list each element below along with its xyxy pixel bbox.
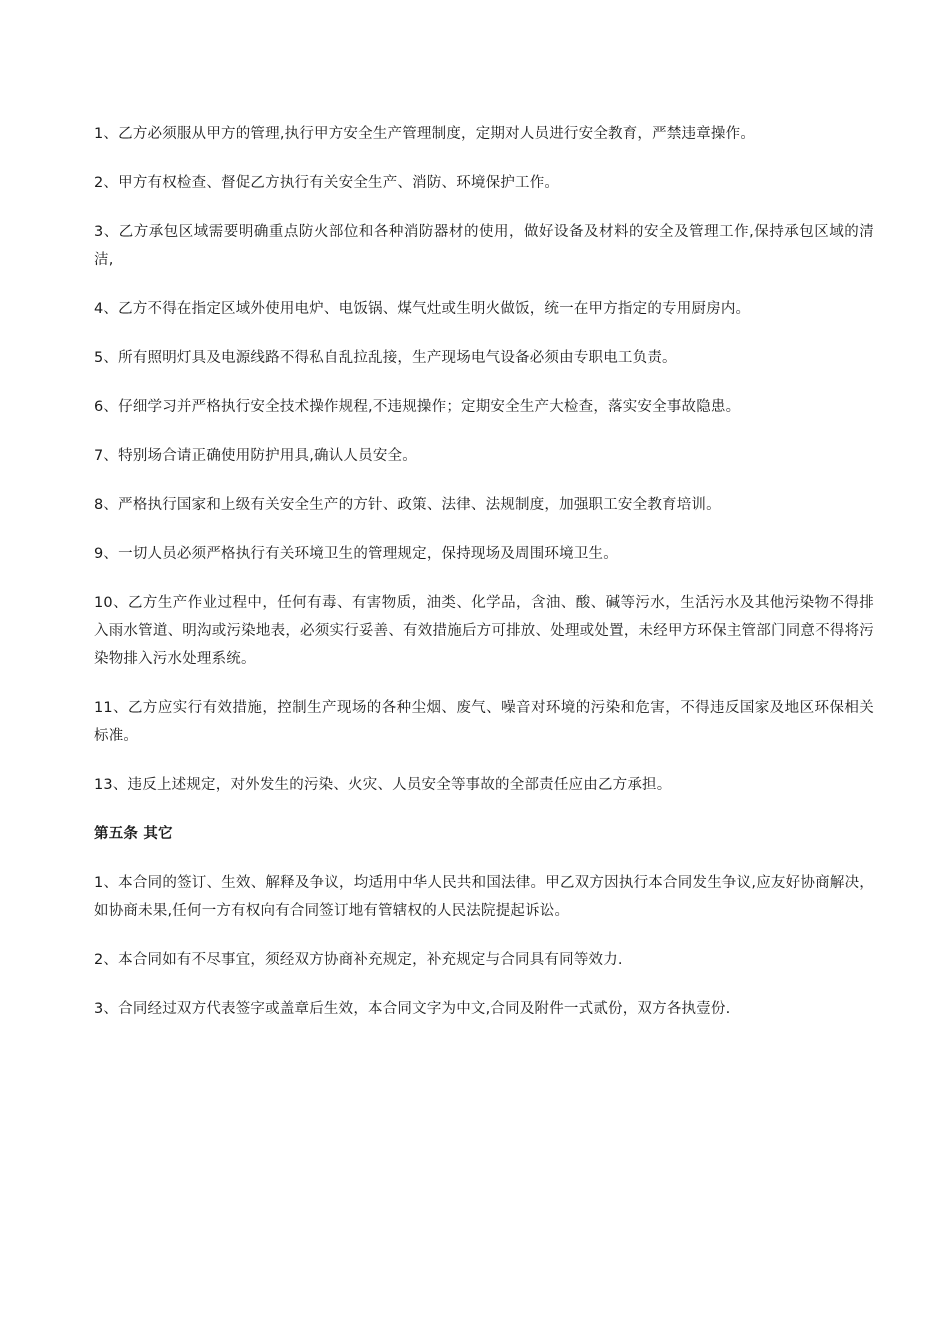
section-five-item-2: 2、本合同如有不尽事宜，须经双方协商补充规定，补充规定与合同具有同等效力. [94,952,623,968]
safety-item-6: 6、仔细学习并严格执行安全技术操作规程,不违规操作；定期安全生产大检查，落实安全事故隐患。 [94,399,741,415]
safety-item-11: 11、乙方应实行有效措施，控制生产现场的各种尘烟、废气、噪音对环境的污染和危害，不得违反国家及地区环保相关标准。 [94,700,874,744]
section-five-heading: 第五条 其它 [94,826,173,842]
safety-item-5: 5、所有照明灯具及电源线路不得私自乱拉乱接，生产现场电气设备必须由专职电工负责。 [94,350,677,366]
section-five-item-1: 1、本合同的签订、生效、解释及争议，均适用中华人民共和国法律。甲乙双方因执行本合同发生争议,应友好协商解决，如协商未果,任何一方有权向有合同签订地有管辖权的人民法院提起诉讼。 [94,875,874,919]
safety-item-10: 10、乙方生产作业过程中，任何有毒、有害物质，油类、化学品，含油、酸、碱等污水，生活污水及其他污染物不得排入雨水管道、明沟或污染地表，必须实行妥善、有效措施后方可排放、处理或处置，未经甲方环保主管部门同意不得将污染物排入污水处理系统。 [94,595,874,667]
section-five-item-3: 3、合同经过双方代表签字或盖章后生效，本合同文字为中文,合同及附件一式贰份，双方各执壹份. [94,1001,731,1017]
document-body [94,120,874,1044]
safety-item-13: 13、违反上述规定，对外发生的污染、火灾、人员安全等事故的全部责任应由乙方承担。 [94,777,672,793]
safety-item-2: 2、甲方有权检查、督促乙方执行有关安全生产、消防、环境保护工作。 [94,175,560,191]
safety-item-1: 1、乙方必须服从甲方的管理,执行甲方安全生产管理制度，定期对人员进行安全教育，严禁违章操作。 [94,126,756,142]
safety-item-3: 3、乙方承包区域需要明确重点防火部位和各种消防器材的使用，做好设备及材料的安全及管理工作,保持承包区域的清洁, [94,224,874,268]
safety-item-9: 9、一切人员必须严格执行有关环境卫生的管理规定，保持现场及周围环境卫生。 [94,546,618,562]
safety-item-8: 8、严格执行国家和上级有关安全生产的方针、政策、法律、法规制度，加强职工安全教育培训。 [94,497,721,513]
safety-item-7: 7、特别场合请正确使用防护用具,确认人员安全。 [94,448,417,464]
safety-item-4: 4、乙方不得在指定区域外使用电炉、电饭锅、煤气灶或生明火做饭，统一在甲方指定的专用厨房内。 [94,301,751,317]
